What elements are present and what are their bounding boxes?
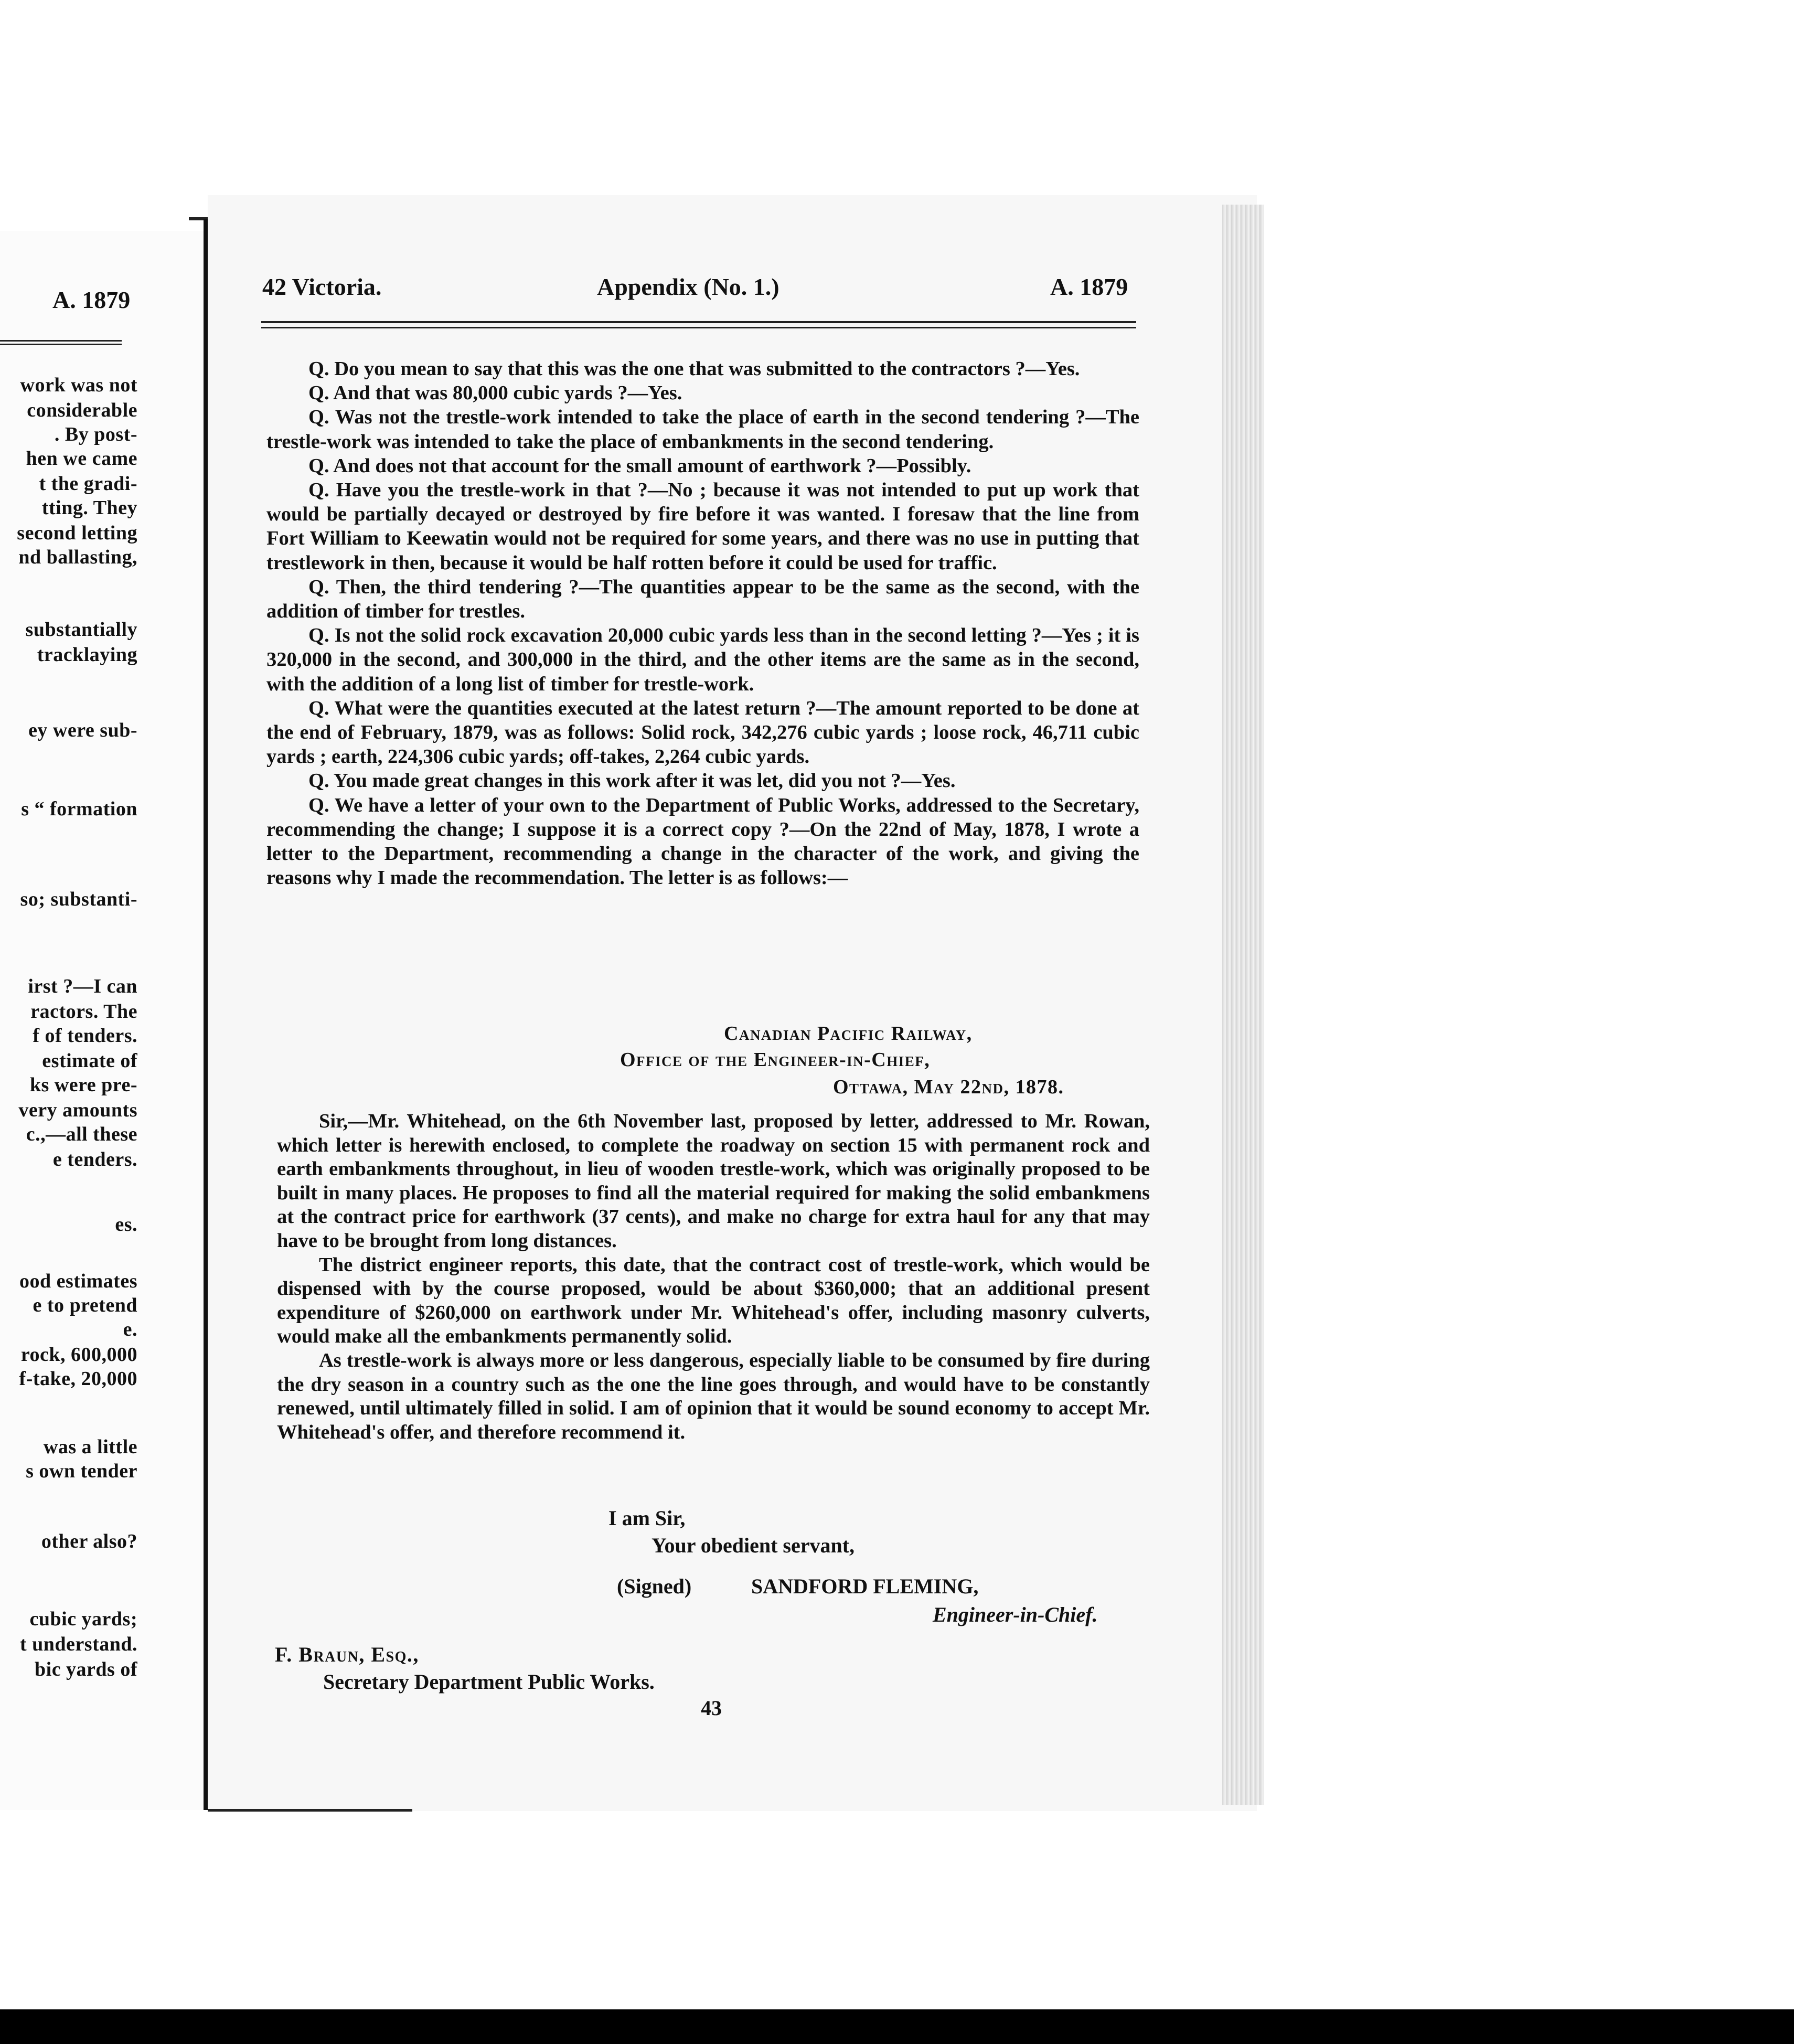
left-page-line: s own tender	[26, 1460, 137, 1482]
left-page-line: e to pretend	[33, 1294, 137, 1316]
left-page-line: work was not	[20, 374, 137, 396]
header-session: 42 Victoria.	[262, 273, 382, 300]
left-page-line: substantially	[25, 619, 137, 641]
header-year: A. 1879	[1050, 273, 1128, 300]
paragraph: Q. Have you the trestle-work in that ?—No ; because it was not intended to put up work that would be partially decayed or destroyed by fire before it was wanted. I foresaw that the line from Fort William to Keewatin would not be required for some years, and there was no use in putting that trestlework in then, because it would be half rotten before it could be used for traffic.	[266, 479, 1139, 574]
left-page-line: irst ?—I can	[28, 975, 137, 997]
left-page-line: . By post-	[54, 423, 137, 445]
left-page-header: A. 1879	[52, 286, 131, 313]
signatory-title: Engineer-in-Chief.	[933, 1603, 1098, 1626]
left-header-rule	[0, 340, 122, 345]
left-page-line: bic yards of	[35, 1658, 137, 1680]
gutter-bottom-mark	[208, 1809, 412, 1812]
paragraph: Q. You made great changes in this work after it was let, did you not ?—Yes.	[308, 770, 956, 792]
left-page-line: nd ballasting,	[18, 546, 137, 568]
left-page-line: was a little	[43, 1436, 137, 1458]
left-page-line: f-take, 20,000	[19, 1368, 137, 1390]
left-page-line: ey were sub-	[28, 719, 137, 741]
letter-paragraph: As trestle-work is always more or less dangerous, especially liable to be consumed by fire during the dry season in a country such as the one the line goes through, and would have to be constantly renewed, until ultimately filled in solid. I am of opinion that it would be sound economy to accept Mr. Whitehead's offer, and therefore recommend it.	[277, 1349, 1150, 1443]
letter-body	[277, 1110, 1150, 1444]
left-page-line: f of tenders.	[33, 1025, 137, 1047]
paragraph: Q. Then, the third tendering ?—The quantities appear to be the same as the second, with the addition of timber for trestles.	[266, 576, 1139, 623]
paragraph: Q. Is not the solid rock excavation 20,000 cubic yards less than in the second letting ?—Yes ; it is 320,000 in the second, and 300,000 in the third, and the other items are the same as in the second, with the addition of a long list of timber for trestle-work.	[266, 624, 1139, 695]
left-page-line: so; substanti-	[20, 888, 137, 910]
left-page-line: t the gradi-	[39, 473, 137, 495]
left-page-line: e.	[123, 1318, 137, 1340]
letter-place-date: Ottawa, May 22nd, 1878.	[833, 1076, 1064, 1098]
left-page-line: ks were pre-	[29, 1074, 137, 1096]
binding-gutter	[204, 219, 208, 1810]
letter-paragraph: The district engineer reports, this date, that the contract cost of trestle-work, which would be dispensed with by the course proposed, would be about $360,000; that an additional present expenditure of $260,000 on earthwork under Mr. Whitehead's offer, including masonry culverts, would make all the embankments permanently solid.	[277, 1253, 1150, 1348]
left-page-line: ractors. The	[30, 1000, 137, 1023]
paragraph: Q. Do you mean to say that this was the one that was submitted to the contractors ?—Yes.	[308, 358, 1080, 380]
left-page-line: tting. They	[41, 497, 137, 519]
left-page-line: es.	[115, 1213, 137, 1236]
left-page-line: hen we came	[26, 448, 137, 470]
left-page-line: t understand.	[20, 1633, 137, 1655]
page-number: 43	[701, 1696, 722, 1720]
left-page-line: other also?	[41, 1530, 137, 1552]
paragraph: Q. We have a letter of your own to the Department of Public Works, addressed to the Secretary, recommending the change; I suppose it is a correct copy ?—On the 22nd of May, 1878, I wrote a letter to the Department, recommending a change in the character of the work, and giving the reasons why I made the recommendation. The letter is as follows:—	[266, 794, 1139, 889]
letterhead-office: Office of the Engineer-in-Chief,	[620, 1049, 931, 1071]
addressee-title: Secretary Department Public Works.	[323, 1670, 655, 1694]
left-page-line: estimate of	[42, 1050, 137, 1072]
paragraph: Q. And that was 80,000 cubic yards ?—Yes.	[308, 382, 682, 404]
signed-label: (Signed)	[617, 1574, 692, 1598]
paragraph: Q. And does not that account for the small amount of earthwork ?—Possibly.	[308, 454, 971, 477]
left-page-line: e tenders.	[52, 1148, 137, 1170]
letterhead-railway: Canadian Pacific Railway,	[724, 1023, 973, 1045]
letter-paragraph: Sir,—Mr. Whitehead, on the 6th November last, proposed by letter, addressed to Mr. Rowan, which letter is herewith enclosed, to complete the roadway on section 15 with permanent rock and earth embankments throughout, in lieu of wooden trestle-work, which was originally proposed to be built in many places. He proposes to find all the material required for making the solid embankmens at the contract price for earthwork (37 cents), and make no charge for extra haul for any that may have to be brought from long distances.	[277, 1110, 1150, 1252]
left-page-line: ood estimates	[19, 1270, 137, 1292]
header-appendix: Appendix (No. 1.)	[597, 273, 779, 300]
header-rule	[261, 321, 1136, 328]
left-page-line: s “ formation	[21, 798, 137, 820]
left-page-line: rock, 600,000	[20, 1344, 137, 1366]
addressee-name: F. Braun, Esq.,	[275, 1643, 419, 1666]
left-page-line: very amounts	[18, 1099, 137, 1121]
left-page-line: cubic yards;	[29, 1608, 137, 1630]
left-page-line: considerable	[27, 399, 137, 421]
closing-salutation: I am Sir,	[608, 1506, 686, 1530]
left-page-line: second letting	[17, 522, 137, 544]
left-page-line: tracklaying	[37, 644, 137, 666]
paragraph: Q. Was not the trestle-work intended to take the place of earth in the second tendering ?—The trestle-work was intended to take the place of embankments in the second tendering.	[266, 406, 1139, 453]
signatory-name: SANDFORD FLEMING,	[751, 1574, 979, 1598]
testimony-body	[266, 357, 1139, 890]
closing-servant: Your obedient servant,	[652, 1534, 855, 1557]
left-page-line: c.,—all these	[26, 1123, 137, 1145]
page-edges	[1222, 205, 1264, 1805]
scan-border-bottom	[0, 2009, 1794, 2044]
paragraph: Q. What were the quantities executed at the latest return ?—The amount reported to be done at the end of February, 1879, was as follows: Solid rock, 342,276 cubic yards ; loose rock, 46,711 cubic yards ; earth, 224,306 cubic yards; off-takes, 2,264 cubic yards.	[266, 697, 1139, 768]
